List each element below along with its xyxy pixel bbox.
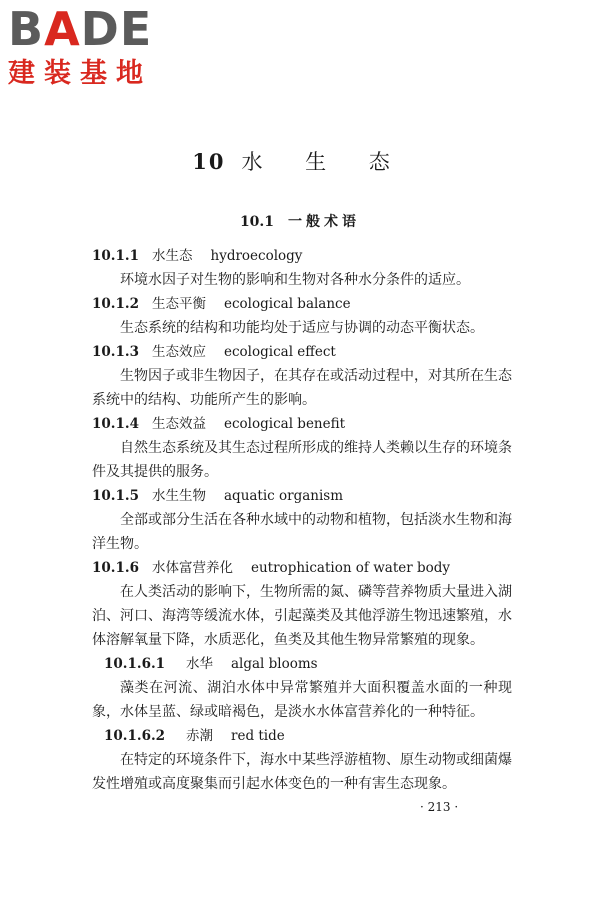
term-entry	[92, 340, 512, 412]
logo	[8, 4, 188, 90]
term-definition: 在特定的环境条件下，海水中某些浮游植物、原生动物或细菌爆发性增殖或高度聚集而引起水体变色的一种有害生态现象。	[92, 752, 512, 792]
term-definition: 全部或部分生活在各种水域中的动物和植物，包括淡水生物和海洋生物。	[92, 512, 512, 552]
term-chinese: 水生态	[152, 248, 193, 264]
term-english: algal blooms	[231, 656, 318, 672]
term-definition: 生物因子或非生物因子，在其存在或活动过程中，对其所在生态系统中的结构、功能所产生的影响。	[92, 368, 512, 408]
term-entry	[92, 412, 512, 484]
term-heading	[92, 652, 512, 676]
chapter-name: 水 生 态	[241, 150, 408, 174]
term-chinese: 水生生物	[152, 488, 206, 504]
term-definition: 环境水因子对生物的影响和生物对各种水分条件的适应。	[120, 272, 470, 288]
term-entry	[92, 292, 512, 340]
page-number: · 213 ·	[420, 800, 459, 814]
term-number: 10.1.6.1	[104, 656, 166, 672]
term-chinese: 水体富营养化	[152, 560, 233, 576]
term-number: 10.1.3	[92, 344, 139, 360]
term-number: 10.1.6.2	[104, 728, 166, 744]
term-chinese: 生态平衡	[152, 296, 206, 312]
term-english: ecological effect	[224, 344, 336, 360]
term-entry	[92, 652, 512, 724]
term-english: aquatic organism	[224, 488, 344, 504]
term-entry	[92, 724, 512, 796]
term-definition: 自然生态系统及其生态过程所形成的维持人类赖以生存的环境条件及其提供的服务。	[92, 440, 512, 480]
term-chinese: 生态效应	[152, 344, 206, 360]
chapter-title	[0, 146, 600, 176]
term-chinese: 生态效益	[152, 416, 206, 432]
logo-wordmark: BADE	[8, 2, 153, 56]
term-heading	[92, 244, 512, 268]
section-name: 一般术语	[288, 214, 361, 230]
term-heading	[92, 724, 512, 748]
term-english: hydroecology	[210, 248, 303, 264]
term-heading	[92, 412, 512, 436]
term-heading	[92, 292, 512, 316]
term-number: 10.1.5	[92, 488, 139, 504]
term-number: 10.1.4	[92, 416, 139, 432]
term-entry	[92, 484, 512, 556]
term-heading	[92, 556, 512, 580]
term-english: ecological balance	[224, 296, 351, 312]
term-number: 10.1.2	[92, 296, 139, 312]
section-number: 10.1	[239, 214, 275, 230]
term-entry	[92, 556, 512, 652]
term-english: red tide	[231, 728, 285, 744]
chapter-number: 10	[192, 149, 226, 174]
term-definition: 生态系统的结构和功能均处于适应与协调的动态平衡状态。	[120, 320, 484, 336]
term-english: ecological benefit	[224, 416, 346, 432]
term-chinese: 赤潮	[186, 728, 213, 744]
term-definition: 藻类在河流、湖泊水体中异常繁殖并大面积覆盖水面的一种现象，水体呈蓝、绿或暗褐色，是淡水水体富营养化的一种特征。	[92, 680, 512, 720]
logo-subtitle: 建装基地	[8, 58, 152, 89]
section-title	[0, 211, 600, 231]
term-number: 10.1.6	[92, 560, 139, 576]
term-list	[92, 244, 512, 796]
term-chinese: 水华	[186, 656, 213, 672]
term-entry	[92, 244, 512, 292]
term-definition: 在人类活动的影响下，生物所需的氮、磷等营养物质大量进入湖泊、河口、海湾等缓流水体，引起藻类及其他浮游生物迅速繁殖，水体溶解氧量下降，水质恶化，鱼类及其他生物异常繁殖的现象。	[92, 584, 512, 648]
term-number: 10.1.1	[92, 248, 139, 264]
term-heading	[92, 340, 512, 364]
term-english: eutrophication of water body	[251, 560, 451, 576]
term-heading	[92, 484, 512, 508]
